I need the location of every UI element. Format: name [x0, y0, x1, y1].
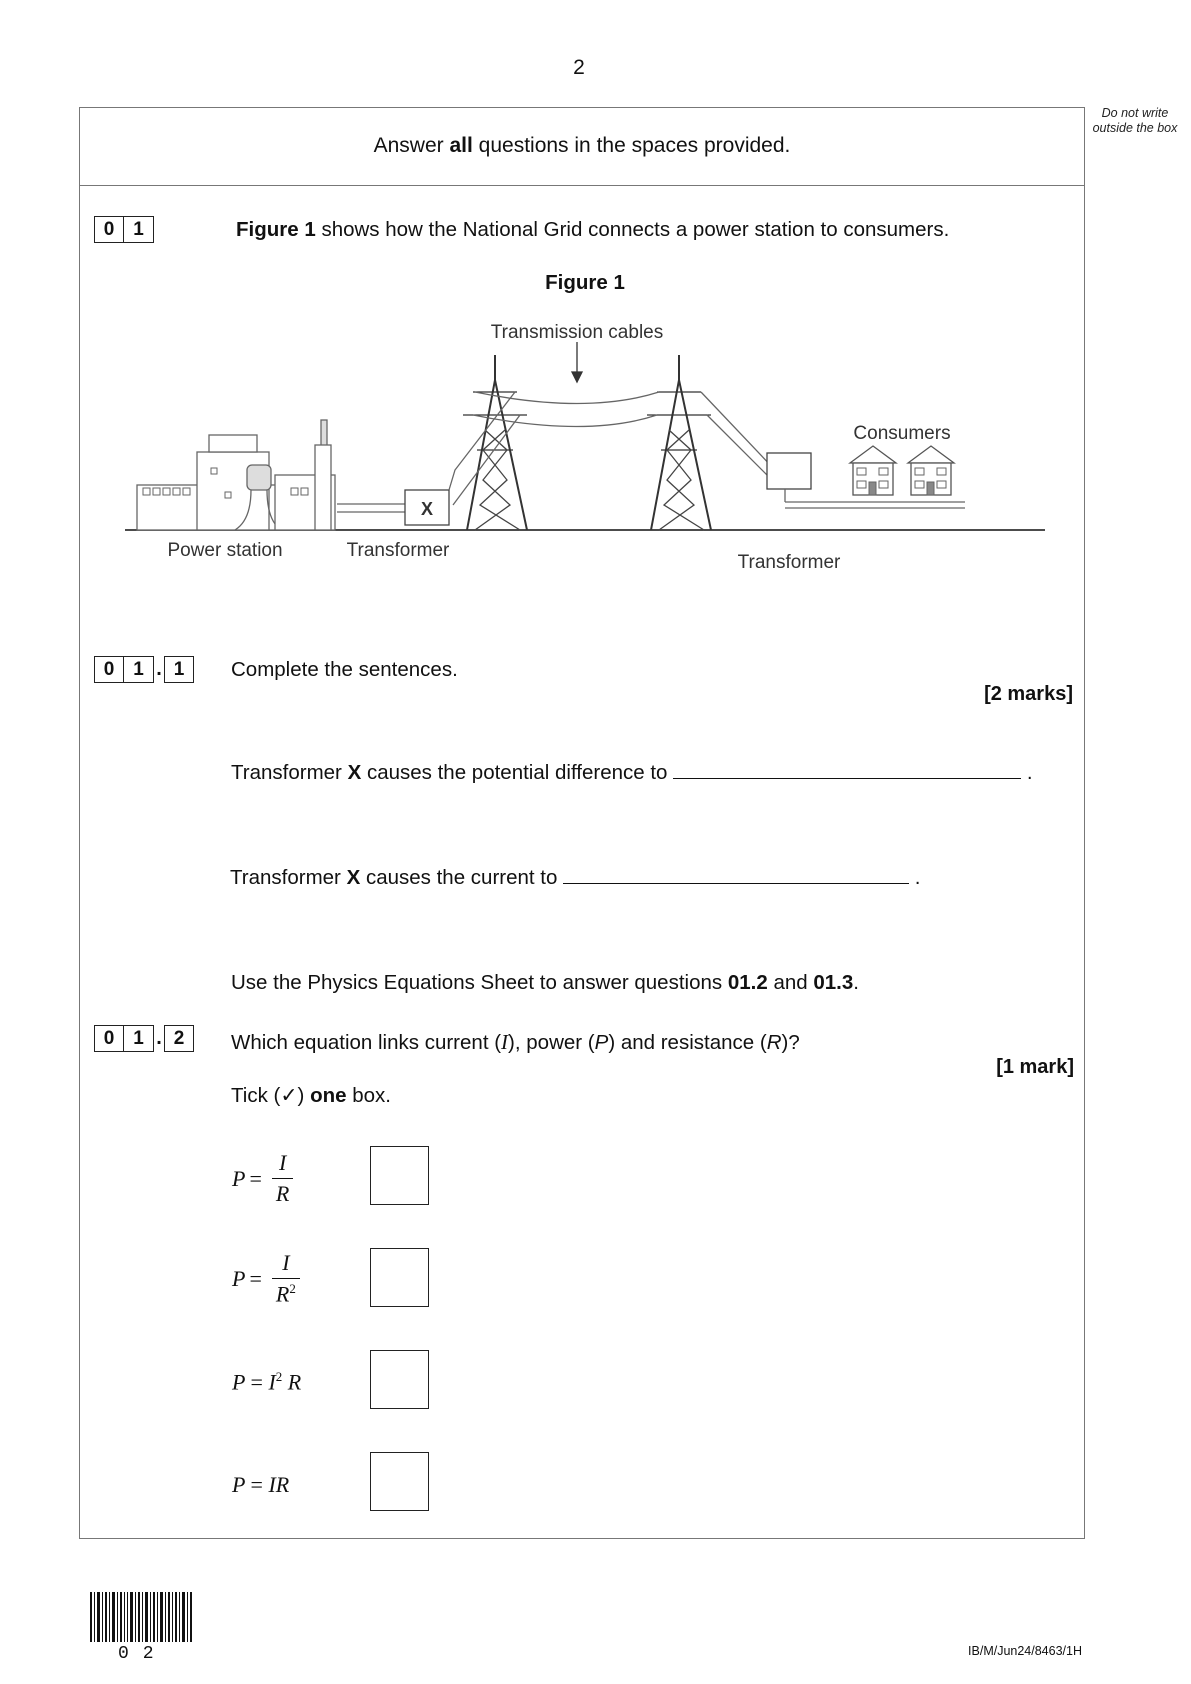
paper-reference: IB/M/Jun24/8463/1H [968, 1644, 1082, 1658]
barcode-digits: 02 [118, 1644, 168, 1664]
margin-note: Do not write outside the box [1092, 106, 1178, 135]
national-grid-figure [115, 320, 1055, 580]
option-c-tickbox[interactable] [370, 1350, 429, 1409]
question-number-01-2: 0 1 . 2 [94, 1025, 194, 1052]
header-divider [79, 185, 1085, 186]
question-01-intro: Figure 1 shows how the National Grid connects a power station to consumers. [236, 218, 950, 241]
page-number: 2 [573, 56, 585, 79]
option-d-equation: P = IR [232, 1472, 290, 1497]
sentence-potential-difference: Transformer X causes the potential difference to . [231, 761, 1033, 784]
label-x: X [420, 499, 434, 519]
label-power-station: Power station [167, 540, 283, 561]
answer-blank-current[interactable] [563, 883, 909, 884]
marks-01-1: [2 marks] [984, 683, 1073, 705]
instruction: Answer all questions in the spaces provided. [373, 134, 791, 157]
question-01-2-prompt: Which equation links current (I), power (P) and resistance (R)? [231, 1030, 800, 1054]
option-d-tickbox[interactable] [370, 1452, 429, 1511]
equations-sheet-note: Use the Physics Equations Sheet to answer questions 01.2 and 01.3. [231, 971, 859, 994]
tick-instruction: Tick (✓) one box. [231, 1084, 391, 1107]
option-c-equation: $P = I^2$ R [232, 1369, 302, 1395]
option-b-tickbox[interactable] [370, 1248, 429, 1307]
answer-blank-pd[interactable] [673, 778, 1021, 779]
barcode [90, 1592, 200, 1642]
label-consumers: Consumers [853, 423, 951, 444]
option-a-equation: P = $\frac{I}{R}$ [232, 1150, 293, 1207]
question-01-1-prompt: Complete the sentences. [231, 658, 458, 681]
question-number-01: 0 1 [94, 216, 154, 243]
option-b-equation: P = $\frac{I}{R^2}$ [232, 1250, 300, 1307]
option-a-tickbox[interactable] [370, 1146, 429, 1205]
sentence-current: Transformer X causes the current to . [230, 866, 921, 889]
question-number-01-1: 0 1 . 1 [94, 656, 194, 683]
figure-title: Figure 1 [545, 271, 625, 294]
label-transformer-1: Transformer [346, 540, 450, 561]
marks-01-2: [1 mark] [996, 1056, 1074, 1078]
label-transmission-cables: Transmission cables [490, 322, 664, 343]
label-transformer-2: Transformer [737, 552, 841, 573]
